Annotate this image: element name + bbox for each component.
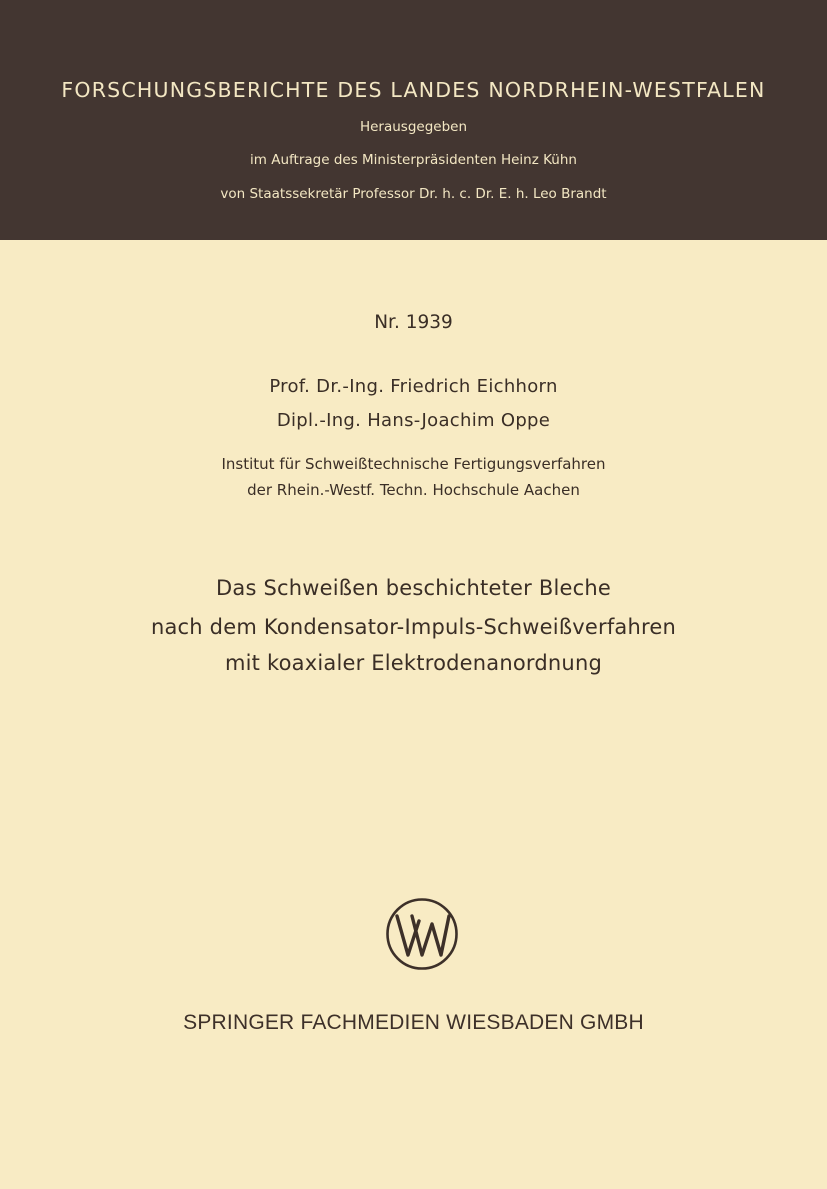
author-1: Prof. Dr.-Ing. Friedrich Eichhorn [269,376,558,397]
book-title-line-2: nach dem Kondensator-Impuls-Schweißverfahren [150,615,677,639]
institute-line-2: der Rhein.-Westf. Techn. Hochschule Aachen [247,481,580,499]
logo-svg [385,897,459,971]
editor-line-3: von Staatssekretär Professor Dr. h. c. Dr. E. h. Leo Brandt [220,186,607,202]
volume-number: Nr. 1939 [374,312,453,333]
book-title-line-3: mit koaxialer Elektrodenanordnung [224,651,602,675]
springer-vw-logo-icon [385,897,459,971]
series-title: FORSCHUNGSBERICHTE DES LANDES NORDRHEIN-WESTFALEN [61,78,766,102]
book-title-line-1: Das Schweißen beschichteter Bleche [216,576,611,600]
editor-line-1: Herausgegeben [359,119,468,135]
publisher-name: SPRINGER FACHMEDIEN WIESBADEN GMBH [183,1011,644,1034]
institute-line-1: Institut für Schweißtechnische Fertigungsverfahren [221,455,606,473]
series-header-band [0,0,827,240]
editor-line-2: im Auftrage des Ministerpräsidenten Heinz Kühn [250,152,577,168]
author-2: Dipl.-Ing. Hans-Joachim Oppe [276,410,551,431]
